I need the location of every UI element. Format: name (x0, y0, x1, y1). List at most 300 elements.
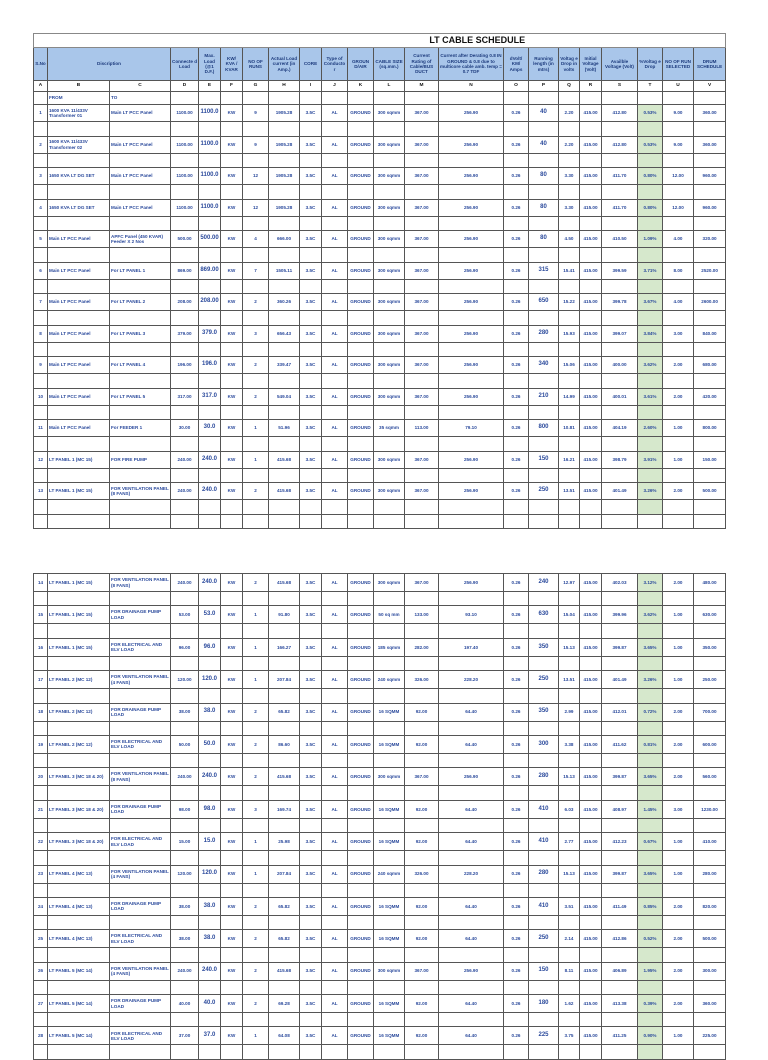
voltage-drop: 2.77 (559, 833, 580, 851)
core: 3.5C (300, 768, 322, 786)
empty-cell (348, 786, 374, 800)
empty-cell (243, 311, 269, 326)
empty-cell (638, 437, 663, 452)
empty-cell (269, 624, 300, 638)
table-row (34, 865, 726, 883)
initial-voltage: 415.00 (580, 703, 602, 721)
max-load: 1100.0 (199, 199, 221, 216)
derated-current: 64.40 (439, 703, 504, 721)
empty-cell (48, 1045, 110, 1059)
derated-current: 256.90 (439, 231, 504, 248)
column-letter: K (348, 81, 374, 92)
unit: KW (221, 930, 243, 948)
no-of-runs: 2 (243, 897, 269, 915)
empty-cell (663, 1045, 694, 1059)
derated-current: 64.40 (439, 930, 504, 948)
unit: KW (221, 357, 243, 374)
empty-cell (663, 468, 694, 483)
empty-cell (504, 948, 529, 962)
ground-air: GROUND (348, 735, 374, 753)
empty-cell (663, 1013, 694, 1027)
serial-number: 20 (34, 768, 48, 786)
unit: KW (221, 703, 243, 721)
empty-cell (638, 500, 663, 515)
core: 3.5C (300, 231, 322, 248)
voltage-drop: 3.75 (559, 1027, 580, 1045)
empty-cell (439, 980, 504, 994)
table-row (34, 800, 726, 818)
derated-current: 256.90 (439, 105, 504, 122)
empty-cell (504, 311, 529, 326)
empty-cell (322, 948, 348, 962)
empty-cell (110, 248, 171, 263)
empty-cell (322, 216, 348, 231)
empty-cell (405, 592, 439, 606)
empty-cell (638, 342, 663, 357)
core: 3.5C (300, 420, 322, 437)
ground-air: GROUND (348, 962, 374, 980)
empty-cell (663, 948, 694, 962)
percent-voltage-drop: 0.80% (638, 199, 663, 216)
empty-cell (504, 851, 529, 865)
empty-cell (504, 656, 529, 670)
empty-cell (269, 92, 300, 105)
empty-cell (269, 915, 300, 929)
percent-voltage-drop: 3.65% (638, 638, 663, 656)
unit: KW (221, 735, 243, 753)
empty-cell (504, 753, 529, 767)
max-load: 1100.0 (199, 105, 221, 122)
cable-size: 16 SQMM (374, 1027, 405, 1045)
max-load: 240.0 (199, 451, 221, 468)
serial-number: 13 (34, 483, 48, 500)
available-voltage: 412.86 (602, 930, 638, 948)
table-row (34, 703, 726, 721)
initial-voltage: 415.00 (580, 768, 602, 786)
empty-cell (559, 92, 580, 105)
runs-selected: 12.00 (663, 168, 694, 185)
empty-cell (34, 374, 48, 389)
ground-air: GROUND (348, 703, 374, 721)
empty-cell (405, 980, 439, 994)
initial-voltage: 415.00 (580, 735, 602, 753)
from: 1650 KVA LT DG SET (48, 199, 110, 216)
empty-cell (374, 1013, 405, 1027)
load-current: 1905.28 (269, 136, 300, 153)
empty-cell (34, 818, 48, 832)
conductor-type: AL (322, 105, 348, 122)
empty-cell (559, 279, 580, 294)
empty-cell (300, 405, 322, 420)
empty-cell (374, 915, 405, 929)
from: LT PANEL 1 (MC 15) (48, 483, 110, 500)
ground-air: GROUND (348, 136, 374, 153)
empty-cell (439, 753, 504, 767)
no-of-runs: 1 (243, 420, 269, 437)
running-length: 40 (529, 136, 559, 153)
empty-cell (663, 374, 694, 389)
empty-cell (110, 153, 171, 168)
available-voltage: 413.38 (602, 995, 638, 1013)
empty-cell (504, 721, 529, 735)
voltage-drop: 2.20 (559, 105, 580, 122)
empty-cell (663, 915, 694, 929)
ground-air: GROUND (348, 483, 374, 500)
empty-cell (559, 342, 580, 357)
empty-cell (34, 405, 48, 420)
max-load: 96.0 (199, 638, 221, 656)
empty-cell (374, 689, 405, 703)
empty-cell (322, 311, 348, 326)
column-header: NO OF RUNS (243, 48, 269, 81)
available-voltage: 406.89 (602, 962, 638, 980)
empty-cell (405, 122, 439, 137)
empty-cell (221, 1045, 243, 1059)
empty-cell (559, 437, 580, 452)
conductor-type: AL (322, 962, 348, 980)
column-header: DRUM SCHEDULE (694, 48, 726, 81)
ground-air: GROUND (348, 897, 374, 915)
spacer-row (34, 851, 726, 865)
cable-size: 240 sqmm (374, 865, 405, 883)
empty-cell (199, 342, 221, 357)
runs-selected: 2.00 (663, 995, 694, 1013)
from: LT PANEL 1 (MC 15) (48, 606, 110, 624)
empty-cell (171, 851, 199, 865)
empty-cell (374, 500, 405, 515)
current-rating: 367.00 (405, 483, 439, 500)
empty-cell (529, 279, 559, 294)
empty-cell (439, 374, 504, 389)
empty-cell (602, 468, 638, 483)
core: 3.5C (300, 638, 322, 656)
empty-cell (439, 624, 504, 638)
serial-number: 16 (34, 638, 48, 656)
empty-cell (602, 514, 638, 528)
empty-cell (580, 883, 602, 897)
drum-schedule: 1230.00 (694, 800, 726, 818)
serial-number: 12 (34, 451, 48, 468)
empty-cell (34, 721, 48, 735)
empty-cell (694, 656, 726, 670)
running-length: 180 (529, 995, 559, 1013)
empty-cell (269, 818, 300, 832)
empty-cell (374, 948, 405, 962)
no-of-runs: 2 (243, 768, 269, 786)
empty-cell (199, 1045, 221, 1059)
percent-voltage-drop: 1.45% (638, 800, 663, 818)
empty-cell (300, 818, 322, 832)
drum-schedule: 280.00 (694, 865, 726, 883)
empty-cell (110, 185, 171, 200)
empty-cell (638, 216, 663, 231)
from: LT PANEL 5 (MC 14) (48, 1027, 110, 1045)
no-of-runs: 12 (243, 168, 269, 185)
runs-selected: 2.00 (663, 483, 694, 500)
initial-voltage: 415.00 (580, 897, 602, 915)
empty-cell (34, 279, 48, 294)
empty-cell (663, 185, 694, 200)
empty-cell (348, 122, 374, 137)
voltage-drop: 4.50 (559, 231, 580, 248)
empty-cell (171, 980, 199, 994)
empty-cell (269, 948, 300, 962)
connected-load: 379.00 (171, 325, 199, 342)
empty-cell (663, 437, 694, 452)
no-of-runs: 3 (243, 325, 269, 342)
serial-number: 24 (34, 897, 48, 915)
from: Main LT PCC Panel (48, 388, 110, 405)
empty-cell (34, 468, 48, 483)
from: Main LT PCC Panel (48, 231, 110, 248)
empty-cell (243, 468, 269, 483)
conductor-type: AL (322, 897, 348, 915)
empty-cell (529, 1045, 559, 1059)
load-current: 207.84 (269, 671, 300, 689)
empty-cell (48, 915, 110, 929)
empty-cell (48, 883, 110, 897)
column-letter: J (322, 81, 348, 92)
empty-cell (529, 342, 559, 357)
unit: KW (221, 136, 243, 153)
empty-cell (221, 279, 243, 294)
runs-selected: 4.00 (663, 294, 694, 311)
no-of-runs: 2 (243, 294, 269, 311)
empty-cell (171, 92, 199, 105)
empty-cell (199, 592, 221, 606)
empty-cell (221, 818, 243, 832)
empty-cell (34, 851, 48, 865)
core: 3.5C (300, 262, 322, 279)
table-row (34, 768, 726, 786)
empty-cell (34, 500, 48, 515)
table-row (34, 262, 726, 279)
unit: KW (221, 294, 243, 311)
column-letter: V (694, 81, 726, 92)
no-of-runs: 1 (243, 451, 269, 468)
empty-cell (559, 311, 580, 326)
empty-cell (580, 279, 602, 294)
empty-cell (300, 500, 322, 515)
derated-current: 93.10 (439, 606, 504, 624)
running-length: 250 (529, 930, 559, 948)
empty-cell (348, 915, 374, 929)
empty-cell (559, 948, 580, 962)
empty-cell (663, 689, 694, 703)
empty-cell (559, 514, 580, 528)
empty-cell (559, 883, 580, 897)
empty-cell (348, 311, 374, 326)
load-current: 69.28 (269, 995, 300, 1013)
connected-load: 38.00 (171, 703, 199, 721)
empty-cell (348, 153, 374, 168)
initial-voltage: 415.00 (580, 833, 602, 851)
conductor-type: AL (322, 483, 348, 500)
empty-cell (405, 818, 439, 832)
connected-load: 1100.00 (171, 136, 199, 153)
empty-cell (602, 689, 638, 703)
column-header: Discription (48, 48, 171, 81)
empty-cell (602, 1045, 638, 1059)
empty-cell (663, 514, 694, 528)
empty-cell (529, 248, 559, 263)
max-load: 196.0 (199, 357, 221, 374)
empty-cell (694, 185, 726, 200)
table-row (34, 638, 726, 656)
cable-size: 300 sqmm (374, 483, 405, 500)
empty-cell (559, 1013, 580, 1027)
empty-cell (580, 1045, 602, 1059)
dvolt-per-km: 0.26 (504, 865, 529, 883)
empty-cell (374, 92, 405, 105)
column-letter: B (48, 81, 110, 92)
empty-cell (694, 311, 726, 326)
empty-cell (48, 721, 110, 735)
running-length: 210 (529, 388, 559, 405)
drum-schedule: 150.00 (694, 451, 726, 468)
empty-cell (322, 786, 348, 800)
empty-cell (694, 980, 726, 994)
empty-cell (221, 786, 243, 800)
empty-cell (171, 883, 199, 897)
dvolt-per-km: 0.26 (504, 451, 529, 468)
empty-cell (110, 342, 171, 357)
empty-cell (221, 514, 243, 528)
empty-cell (34, 153, 48, 168)
empty-cell (48, 656, 110, 670)
empty-cell (559, 248, 580, 263)
empty-cell (663, 786, 694, 800)
voltage-drop: 3.30 (559, 168, 580, 185)
drum-schedule: 420.00 (694, 388, 726, 405)
voltage-drop: 2.99 (559, 703, 580, 721)
cable-size: 240 sqmm (374, 671, 405, 689)
spacer-row (34, 311, 726, 326)
drum-schedule: 2520.00 (694, 262, 726, 279)
no-of-runs: 9 (243, 105, 269, 122)
cable-size: 16 SQMM (374, 735, 405, 753)
conductor-type: AL (322, 199, 348, 216)
ground-air: GROUND (348, 199, 374, 216)
serial-number: 11 (34, 420, 48, 437)
voltage-drop: 15.04 (559, 606, 580, 624)
serial-number: 9 (34, 357, 48, 374)
empty-cell (638, 153, 663, 168)
empty-cell (374, 468, 405, 483)
running-length: 410 (529, 897, 559, 915)
derated-current: 256.90 (439, 388, 504, 405)
empty-cell (663, 818, 694, 832)
current-rating: 367.00 (405, 105, 439, 122)
to: FOR ELECTRICAL AND ELV LOAD (110, 930, 171, 948)
empty-cell (171, 311, 199, 326)
runs-selected: 9.00 (663, 136, 694, 153)
empty-cell (439, 656, 504, 670)
empty-cell (374, 405, 405, 420)
empty-cell (348, 592, 374, 606)
empty-cell (243, 818, 269, 832)
empty-cell (439, 468, 504, 483)
empty-cell (243, 786, 269, 800)
empty-cell (269, 468, 300, 483)
running-length: 80 (529, 199, 559, 216)
empty-cell (663, 92, 694, 105)
empty-cell (374, 818, 405, 832)
dvolt-per-km: 0.26 (504, 136, 529, 153)
empty-cell (221, 342, 243, 357)
running-length: 80 (529, 168, 559, 185)
empty-cell (110, 915, 171, 929)
empty-cell (221, 980, 243, 994)
load-current: 1905.28 (269, 168, 300, 185)
empty-cell (34, 980, 48, 994)
runs-selected: 12.00 (663, 199, 694, 216)
from: LT PANEL 1 (MC 15) (48, 638, 110, 656)
empty-cell (34, 248, 48, 263)
initial-voltage: 415.00 (580, 962, 602, 980)
empty-cell (269, 1045, 300, 1059)
ground-air: GROUND (348, 294, 374, 311)
ground-air: GROUND (348, 833, 374, 851)
to: For LT PANEL 1 (110, 262, 171, 279)
empty-cell (504, 216, 529, 231)
empty-cell (559, 468, 580, 483)
initial-voltage: 415.00 (580, 606, 602, 624)
voltage-drop: 2.20 (559, 136, 580, 153)
empty-cell (529, 437, 559, 452)
core: 3.5C (300, 199, 322, 216)
max-load: 240.0 (199, 574, 221, 592)
ground-air: GROUND (348, 995, 374, 1013)
spacer-row (34, 185, 726, 200)
empty-cell (243, 122, 269, 137)
empty-cell (243, 514, 269, 528)
to: FOR ELECTRICAL AND ELV LOAD (110, 638, 171, 656)
empty-cell (48, 753, 110, 767)
empty-cell (322, 92, 348, 105)
column-header: CORE (300, 48, 322, 81)
empty-cell (269, 185, 300, 200)
unit: KW (221, 1027, 243, 1045)
derated-current: 64.40 (439, 735, 504, 753)
percent-voltage-drop: 0.90% (638, 1027, 663, 1045)
empty-cell (580, 1013, 602, 1027)
to: FOR VENTILATION PANEL (8 FANS) (110, 574, 171, 592)
empty-cell (48, 851, 110, 865)
serial-number: 10 (34, 388, 48, 405)
conductor-type: AL (322, 735, 348, 753)
ground-air: GROUND (348, 800, 374, 818)
serial-number: 15 (34, 606, 48, 624)
empty-cell (322, 883, 348, 897)
load-current: 1905.28 (269, 105, 300, 122)
empty-cell (504, 92, 529, 105)
runs-selected: 2.00 (663, 768, 694, 786)
load-current: 65.82 (269, 703, 300, 721)
running-length: 225 (529, 1027, 559, 1045)
empty-cell (504, 405, 529, 420)
no-of-runs: 2 (243, 703, 269, 721)
ground-air: GROUND (348, 865, 374, 883)
empty-cell (243, 980, 269, 994)
current-rating: 92.00 (405, 1027, 439, 1045)
runs-selected: 1.00 (663, 606, 694, 624)
to: FOR ELECTRICAL AND ELV LOAD (110, 735, 171, 753)
empty-cell (638, 1045, 663, 1059)
empty-cell (322, 915, 348, 929)
available-voltage: 411.49 (602, 897, 638, 915)
empty-cell (171, 468, 199, 483)
